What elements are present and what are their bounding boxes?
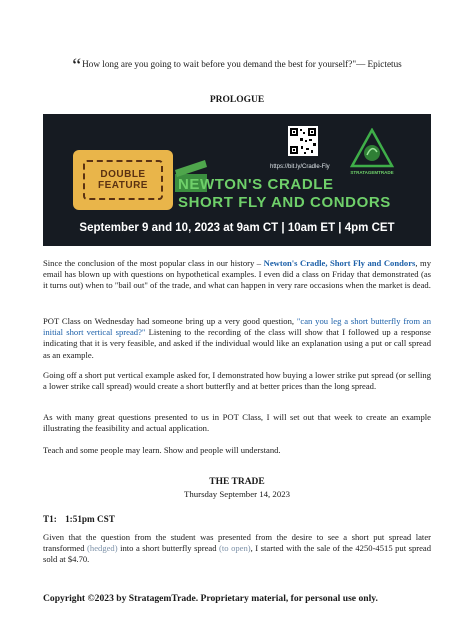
class-banner-image xyxy=(43,114,431,246)
banner-title xyxy=(178,176,428,212)
banner-title-line-2: SHORT FLY AND CONDORS xyxy=(178,194,391,211)
qr-code-icon xyxy=(288,126,318,156)
trade-heading: THE TRADE xyxy=(209,477,265,487)
hedged-note: (hedged) xyxy=(87,543,118,554)
p1-text-a: Since the conclusion of the most popular class in our history – xyxy=(43,258,262,268)
paragraph-4: As with many great questions presented to us in POT Class, I will set out that week to create an example illustrating the feasibility and actual application. xyxy=(43,412,431,434)
trade-paragraph xyxy=(43,532,431,566)
paragraph-5: Teach and some people may learn. Show and people will understand. xyxy=(43,445,281,455)
banner-link: https://bit.ly/Cradle-Fly xyxy=(270,164,330,170)
t1-label: T1: xyxy=(43,514,57,524)
class-link[interactable]: Newton's Cradle, Short Fly and Condors xyxy=(263,258,416,268)
epigraph-quote xyxy=(0,55,474,77)
ticket-line-1: DOUBLE xyxy=(100,169,146,180)
to-open-note: (to open) xyxy=(219,543,251,554)
p1-text-b: , my email has blown up with questions on hypothetical examples. I even did a class on Friday that demonstrated (as it turns out) when to "bail out" of the trade, and what can happen in very rare occasions when the market is dead. xyxy=(43,258,432,291)
trade-text-c: , I started with the sale of the 4250-4515 put spread sold at $4.70. xyxy=(43,543,432,565)
paragraph-3: Going off a short put vertical example asked for, I demonstrated how buying a lower strike put spread (or selling a lower strike call spread) would create a short butterfly and at better prices than the long spread. xyxy=(43,370,431,392)
trade-text-b: into a short butterfly spread xyxy=(120,543,217,554)
paragraph-2 xyxy=(43,316,431,361)
banner-title-line-1: NEWTON'S CRADLE xyxy=(178,176,334,193)
t1-time: 1:51pm CST xyxy=(65,514,115,524)
prologue-heading: PROLOGUE xyxy=(209,95,265,105)
p2-text-a: POT Class on Wednesday had someone bring up a very good question, xyxy=(43,316,295,326)
logo-text: STRATAGEMTRADE xyxy=(350,170,394,175)
student-question: "can you leg a short butterfly from an initial short vertical spread?" xyxy=(43,316,431,338)
stratagemtrade-logo-icon xyxy=(350,128,394,168)
copyright-notice: Copyright ©2023 by StratagemTrade. Proprietary material, for personal use only. xyxy=(43,593,378,604)
open-quote-mark: “ xyxy=(72,55,82,77)
p2-text-b: Listening to the recording of the class will show that I followed up a response indicating that it is very feasible, and asked if the individual would like an explanation using a put or call spread as an example. xyxy=(43,327,431,360)
double-feature-ticket xyxy=(73,150,173,210)
banner-dates: September 9 and 10, 2023 at 9am CT | 10am ET | 4pm CET xyxy=(79,222,395,234)
trade-text-a: Given that the question from the student was presented from the desire to see a short put spread later transformed xyxy=(43,532,431,554)
t1-line xyxy=(43,514,121,524)
epigraph-text: How long are you going to wait before you demand the best for yourself?"— Epictetus xyxy=(82,59,402,69)
trade-date: Thursday September 14, 2023 xyxy=(183,489,291,499)
paragraph-1 xyxy=(43,258,431,292)
ticket-line-2: FEATURE xyxy=(98,180,148,191)
